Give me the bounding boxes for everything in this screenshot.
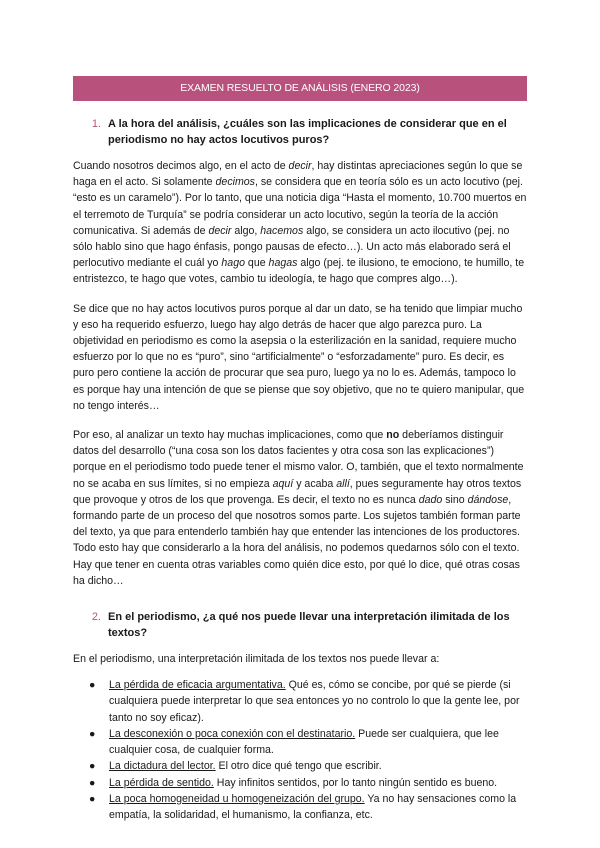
list-item: ● La poca homogeneidad u homogeneización del grupo. Ya no hay sensaciones como la empatía, la solidaridad, el humanismo, la confianza, etc. [89, 792, 517, 821]
bullet-icon: ● [89, 727, 96, 740]
question-1 [73, 116, 527, 148]
answer-2-list [73, 677, 527, 823]
bullet-icon: ● [89, 760, 96, 773]
answer-1-paragraph-1: Cuando nosotros decimos algo, en el acto de decir, hay distintas apreciaciones según lo que se haga en el acto. Si solamente decimos, se considera que en teoría sólo es un acto locutivo (pej. “esto es un caramelo”). Por lo tanto, que una noticia diga “Hasta el momento, 10.700 muertos en el terremoto de Turquía” se podría considerar un acto locutivo, según la teoría de la acción comunicativa. Si además de decir algo, hacemos algo, se considera un acto ilocutivo (pej. no sólo hablo sino que hago énfasis, pongo pausas de efecto…). Un acto más elaborado será el perlocutivo mediante el cuál yo hago que hagas algo (pej. te ilusiono, te emociono, te humillo, te entristezco, te hago que votes, cambio tu ideología, te hago que compres algo…). [73, 160, 527, 286]
bullet-icon: ● [89, 792, 96, 805]
list-item: ● La dictadura del lector. El otro dice qué tengo que escribir. [73, 758, 527, 774]
question-2-text: En el periodismo, ¿a qué nos puede llevar una interpretación ilimitada de los textos? [108, 611, 510, 640]
list-item: ● La desconexión o poca conexión con el destinatario. Puede ser cualquiera, que lee cualquier cosa, de cualquier forma. [89, 727, 499, 757]
bullet-icon: ● [89, 776, 96, 789]
question-1-text: A la hora del análisis, ¿cuáles son las implicaciones de considerar que en el periodismo no hay actos locutivos puros? [108, 118, 507, 146]
document-body [73, 116, 527, 823]
question-1-number: 1. [91, 118, 101, 130]
answer-1-paragraph-2: Se dice que no hay actos locutivos puros porque al dar un dato, se ha tenido que limpiar mucho y eso ha requerido esfuerzo, luego hay algo detrás de hacer que algo parezca puro. La objetividad en periodismo es como la asepsia o la esterilización en la sanidad, requiere mucho esfuerzo por lo que no es “puro”, sino “artificialmente” o “esforzadamente” puro. Es decir, es puro pero contiene la acción de procurar que sea puro, luego ya no lo es. Además, tampoco lo es porque hay una intención de que se piense que soy objetivo, que no te quiero manipular, que no tengo interés… [73, 302, 525, 412]
list-item: ● La pérdida de sentido. Hay infinitos sentidos, por lo tanto ningún sentido es bueno. [73, 775, 527, 791]
answer-2-intro: En el periodismo, una interpretación ilimitada de los textos nos puede llevar a: [73, 653, 440, 666]
question-2 [73, 609, 527, 641]
list-item: ● La pérdida de eficacia argumentativa. Qué es, cómo se concibe, por qué se pierde (si cualquiera puede interpretar lo que sea entonces yo no controlo lo que la gente lee, por tanto no soy eficaz). [89, 679, 520, 724]
bullet-icon: ● [89, 679, 96, 692]
exam-title-banner: EXAMEN RESUELTO DE ANÁLISIS (ENERO 2023) [73, 76, 527, 101]
answer-1-paragraph-3: Por eso, al analizar un texto hay muchas implicaciones, como que no deberíamos distinguir datos del desarrollo (“una cosa son los datos facientes y otra cosa son las explicaciones”) porque en el periodismo todo puede tener el mismo valor. O, también, que el texto normalmente no se acaba en sus límites, si no empieza aquí y acaba allí, pues seguramente hay otros textos que provoque y otros de los que provenga. Es decir, el texto no es nunca dado sino dándose, formando parte de un proceso del que nosotros somos parte. Los sujetos también forman parte del texto, ya que para entenderlo también hay que entender las intenciones de los productores. Todo esto hay que considerarlo a la hora del análisis, no podemos quedarnos sólo con el texto. Hay que tener en cuenta otras variables como quién dice esto, por qué lo dice, qué otras cosas ha dicho… [73, 429, 524, 587]
question-2-number: 2. [91, 611, 101, 624]
